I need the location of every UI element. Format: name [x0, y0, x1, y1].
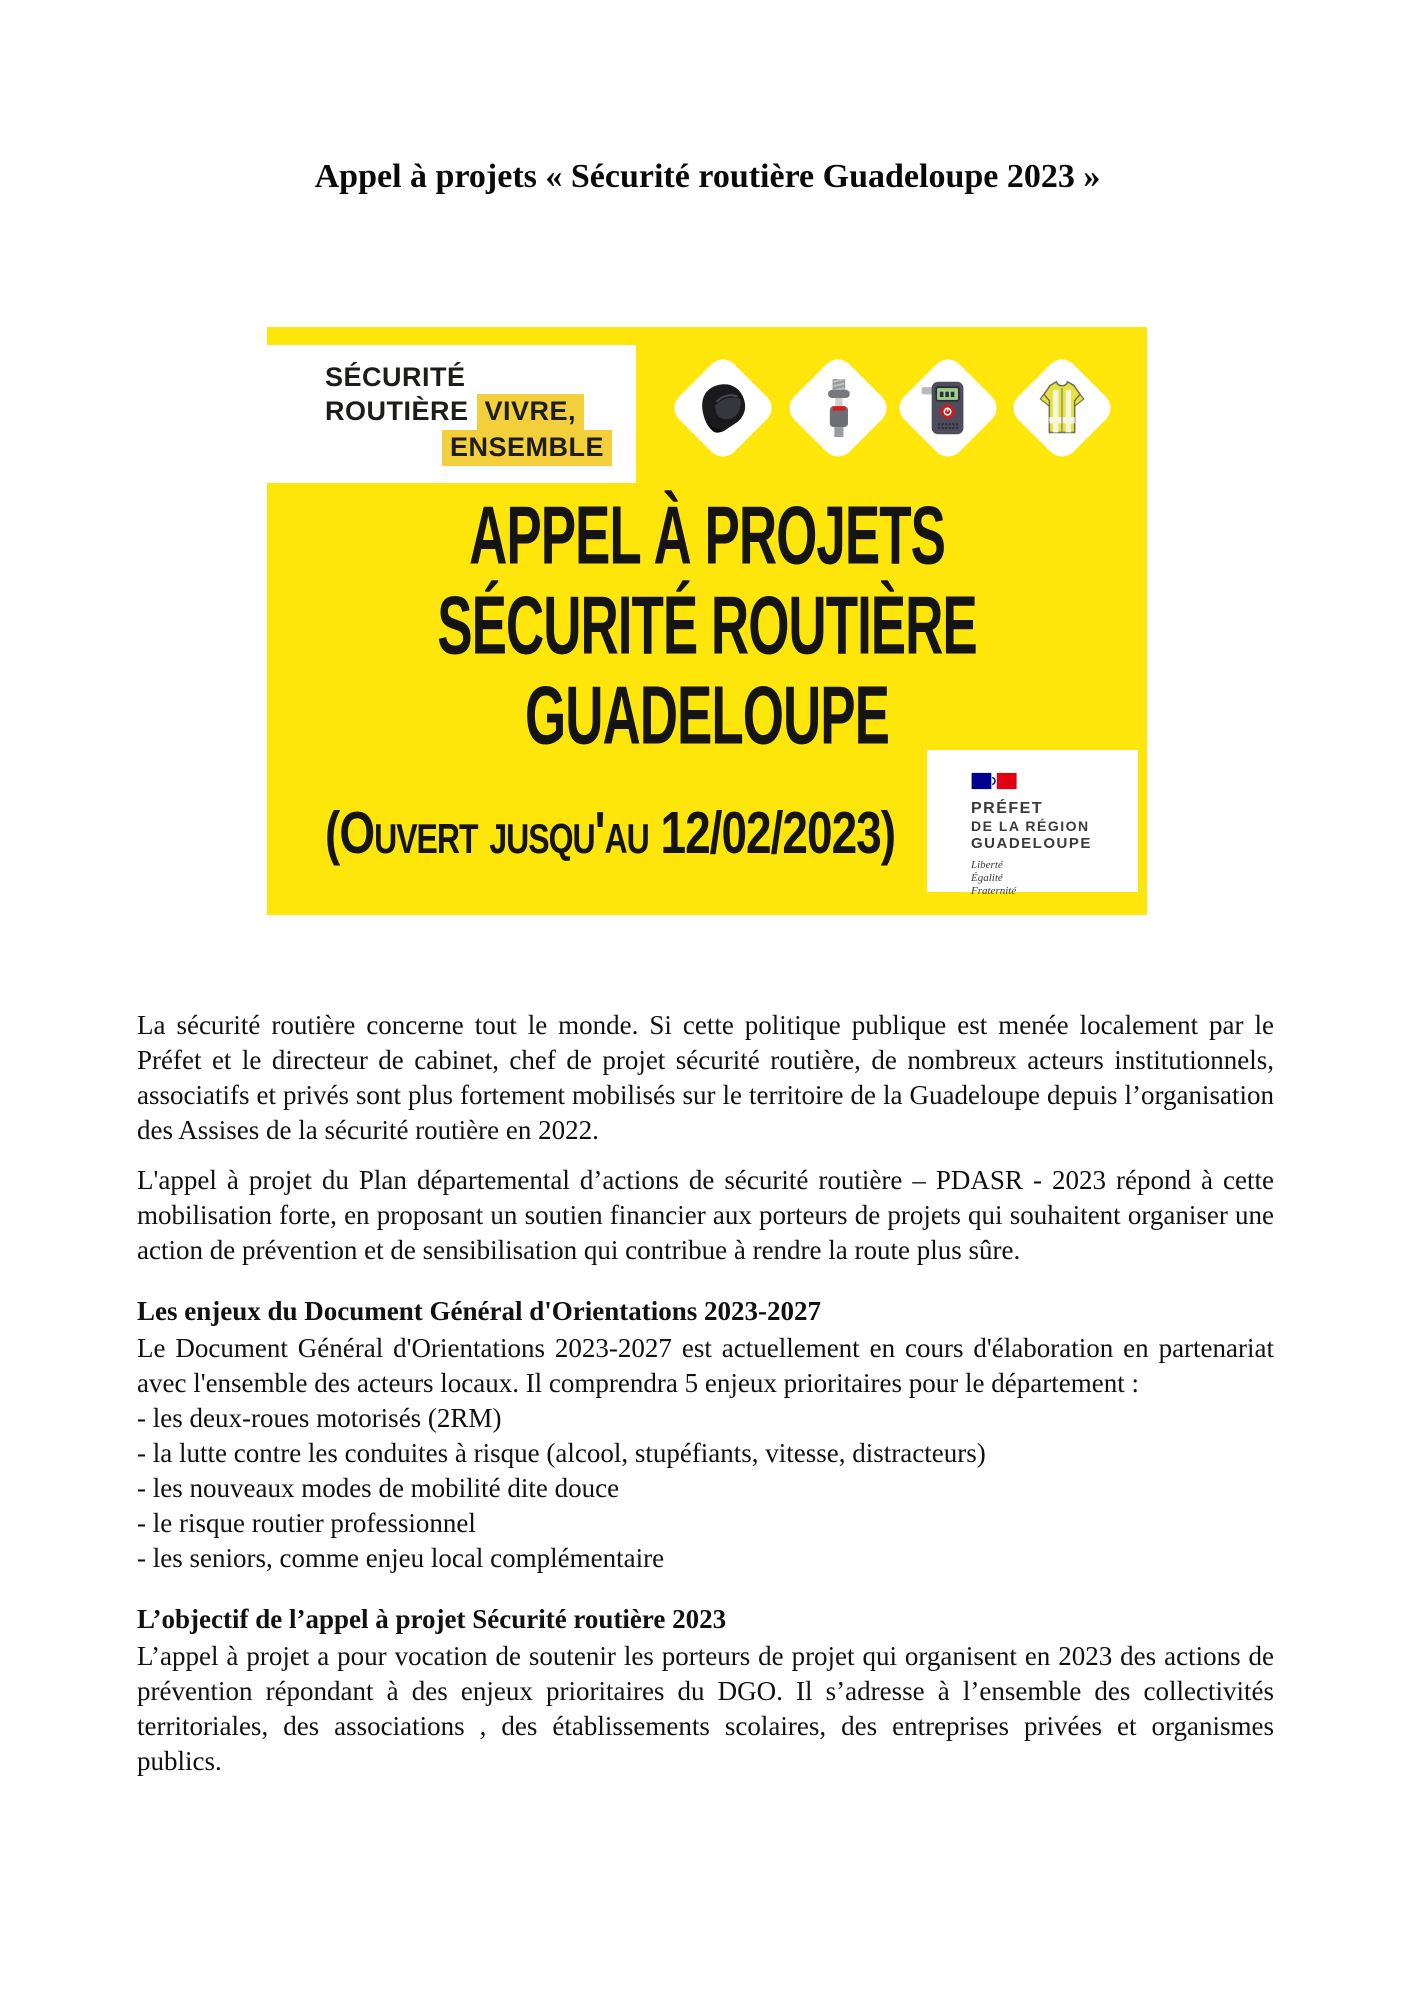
deadline-text: (Ouvert jusqu'au 12/02/2023) [325, 798, 896, 866]
logo-vivre-highlight: VIVRE, [477, 394, 585, 430]
logo-routiere-text: ROUTIÈRE [325, 396, 469, 426]
page-title: Appel à projets « Sécurité routière Guadeloupe 2023 » [314, 158, 1101, 195]
poster-heading-line-2: SÉCURITÉ ROUTIÈRE [437, 580, 977, 672]
document-body [137, 1008, 1274, 1794]
safety-vest-icon-inner [1023, 369, 1101, 447]
bullet-item: - les seniors, comme enjeu local complémentaire [137, 1543, 665, 1573]
prefet-motto [971, 859, 1138, 898]
motto-fraternite: Fraternité [971, 885, 1017, 897]
logo-line-2 [267, 394, 636, 430]
bullet-item: - les deux-roues motorisés (2RM) [137, 1403, 502, 1433]
seatbelt-icon-inner [799, 369, 877, 447]
bullet-item: - la lutte contre les conduites à risque (alcool, stupéfiants, vitesse, distracteurs) [137, 1438, 986, 1468]
safety-vest-icon [1007, 353, 1117, 463]
prefet-logo [927, 750, 1138, 897]
securite-routiere-logo [267, 345, 636, 483]
poster-heading-line-3: GUADELOUPE [525, 670, 889, 762]
safety-vest-glyph [1033, 379, 1091, 437]
poster-banner [267, 327, 1147, 915]
section-heading-objectif: L’objectif de l’appel à projet Sécurité routière 2023 [137, 1604, 727, 1634]
helmet-icon-inner [684, 369, 762, 447]
paragraph-objectif: L’appel à projet a pour vocation de soutenir les porteurs de projet qui organisent en 2023 des actions de prévention répondant à des enjeux prioritaires du DGO. Il s’adresse à l’ensemble des collectivités territoriales, des associations , des établissements scolaires, des entreprises privées et organismes publics. [137, 1641, 1274, 1776]
seatbelt-glyph [809, 379, 867, 437]
motto-liberte: Liberté [971, 859, 1003, 871]
breathalyzer-icon-inner [909, 369, 987, 447]
breathalyzer-glyph [919, 379, 977, 437]
motto-egalite: Égalité [971, 872, 1003, 884]
prefet-line-3: GUADELOUPE [971, 835, 1092, 852]
poster-heading [267, 492, 1147, 762]
helmet-icon [668, 353, 778, 463]
helmet-glyph [693, 378, 753, 438]
logo-ensemble-highlight: ENSEMBLE [442, 430, 612, 466]
section-heading-enjeux: Les enjeux du Document Général d'Orientations 2023-2027 [137, 1296, 821, 1326]
paragraph-dgo: Le Document Général d'Orientations 2023-2027 est actuellement en cours d'élaboration en partenariat avec l'ensemble des acteurs locaux. Il comprendra 5 enjeux prioritaires pour le département : [137, 1333, 1274, 1398]
seatbelt-icon [783, 353, 893, 463]
poster-heading-line-1: APPEL À PROJETS [469, 490, 945, 582]
breathalyzer-icon [893, 353, 1003, 463]
prefet-line-2: DE LA RÉGION [971, 818, 1090, 834]
enjeux-list [137, 1401, 1274, 1576]
prefet-line-1: PRÉFET [971, 800, 1044, 817]
french-flag-icon [971, 772, 1019, 790]
logo-line-1: SÉCURITÉ [325, 362, 466, 392]
logo-line-3 [267, 430, 636, 466]
bullet-item: - les nouveaux modes de mobilité dite douce [137, 1473, 620, 1503]
paragraph-pdasr: L'appel à projet du Plan départemental d’actions de sécurité routière – PDASR - 2023 répond à cette mobilisation forte, en proposant un soutien financier aux porteurs de projets qui souhaitent organiser une action de prévention et de sensibilisation qui contribue à rendre la route plus sûre. [137, 1165, 1274, 1265]
paragraph-intro: La sécurité routière concerne tout le monde. Si cette politique publique est menée localement par le Préfet et le directeur de cabinet, chef de projet sécurité routière, de nombreux acteurs institutionnels, associatifs et privés sont plus fortement mobilisés sur le territoire de la Guadeloupe depuis l’organisation des Assises de la sécurité routière en 2022. [137, 1010, 1274, 1145]
bullet-item: - le risque routier professionnel [137, 1508, 476, 1538]
